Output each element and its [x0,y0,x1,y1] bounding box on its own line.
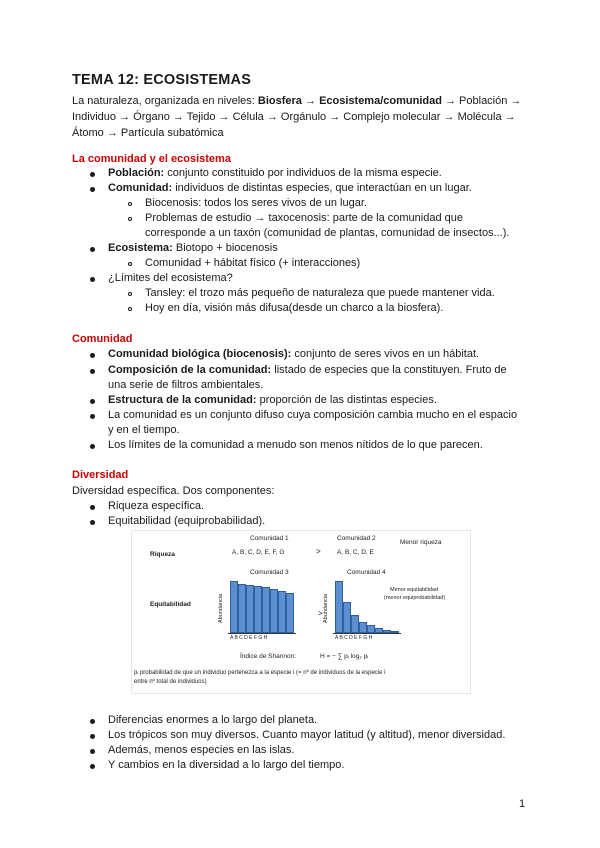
comunidad-3-bar [254,586,262,633]
sub-bullet-icon [128,307,132,311]
bullet-icon [90,277,95,282]
sub-list-item: Comunidad + hábitat físico (+ interacciones) [145,257,361,269]
comunidad-4-bar [359,622,367,633]
sub-bullet-icon [128,262,132,266]
list-item: Diferencias enormes a lo largo del planeta. [108,714,318,726]
list-item-cont: una serie de filtros ambientales. [108,379,264,391]
list-item: Estructura de la comunidad: proporción de las distintas especies. [108,394,437,406]
comunidad-3-bar [246,585,254,633]
bullet-icon [90,719,95,724]
intro-arrow: → [301,95,320,107]
bullet-icon [90,187,95,192]
sub-list-item: Problemas de estudio → taxocenosis: parte de la comunidad que [145,212,463,224]
comunidad-3-bar [238,584,246,633]
page-title: TEMA 12: ECOSISTEMAS [72,72,252,88]
intro-rest1: → Población → [441,95,522,107]
greater-than-sign: > [316,547,321,556]
section-heading-comunidad: Comunidad [72,333,133,345]
bullet-icon [90,520,95,525]
chart-3-axis-letters: A B C D E F G H [230,635,268,641]
intro-biosfera: Biosfera [257,95,302,107]
sub-bullet-icon [128,217,132,221]
shannon-label: Índice de Shannon: [240,653,297,660]
intro-prefix: La naturaleza, organizada en niveles: [72,95,258,107]
list-item: Y cambios en la diversidad a lo largo del tiempo. [108,759,345,771]
list-item: Riqueza específica. [108,500,204,512]
comunidad-3-bar [262,587,270,633]
bullet-icon [90,444,95,449]
pi-definition-line2: entre nº total de individuos) [134,679,207,685]
comunidad-1-species: A, B, C, D, E, F, G [232,549,285,556]
bullet-icon [90,749,95,754]
shannon-formula: H = − ∑ pᵢ log₂ pᵢ [320,653,369,660]
bullet-icon [90,247,95,252]
list-item: Comunidad: individuos de distintas especies, que interactúan en un lugar. [108,182,472,194]
intro-rest3: Átomo → Partícula subatómica [72,127,224,139]
sub-list-item: Tansley: el trozo más pequeño de naturaleza que puede mantener vida. [145,287,495,299]
sub-list-item: Biocenosis: todos los seres vivos de un lugar. [145,197,367,209]
sub-bullet-icon [128,292,132,296]
bullet-icon [90,505,95,510]
comunidad-4-bar [391,631,399,633]
comunidad-2-label: Comunidad 2 [337,535,376,542]
riqueza-label: Riqueza [150,551,175,558]
list-item: ¿Límites del ecosistema? [108,272,233,284]
sub-list-item: Hoy en día, visión más difusa(desde un charco a la biosfera). [145,302,444,314]
diversidad-intro: Diversidad específica. Dos componentes: [72,485,275,497]
pi-definition-line1: pᵢ probabilidad de que un individuo pertenezca a la especie i (= nº de individuos de la especie i [134,670,386,676]
comunidad-4-bar [367,625,375,633]
intro-paragraph [72,93,542,141]
bullet-icon [90,764,95,769]
comunidad-1-label: Comunidad 1 [250,535,289,542]
abundancia-axis-label-2: Abundancia [323,593,329,623]
comunidad-4-axis [333,633,401,634]
bullet-icon [90,414,95,419]
sub-bullet-icon [128,202,132,206]
list-item: Equitabilidad (equiprobabilidad). [108,515,266,527]
section-heading-diversidad: Diversidad [72,469,129,481]
comunidad-4-bar [375,628,383,633]
comunidad-3-bar [278,591,286,633]
bullet-icon [90,399,95,404]
abundancia-axis-label: Abundancia [218,593,224,623]
diversity-figure [131,530,471,694]
list-item: Además, menos especies en las islas. [108,744,295,756]
list-item: Ecosistema: Biotopo + biocenosis [108,242,278,254]
comunidad-2-species: A, B, C, D, E [337,549,374,556]
equitabilidad-label: Equitabilidad [150,601,191,608]
chart-4-axis-letters: A B C D E F G H [335,635,373,641]
comunidad-3-axis [228,633,296,634]
comunidad-4-bar [335,581,343,633]
menor-equiprobabilidad-label: (menor equiprobabilidad) [384,595,446,601]
menor-equitabilidad-label: Menor equitabilidad [390,587,439,593]
list-item: Composición de la comunidad: listado de especies que la constituyen. Fruto de [108,364,507,376]
comunidad-4-bar [351,615,359,633]
comunidad-3-bar [270,589,278,633]
menor-riqueza-label: Menor riqueza [400,539,442,546]
page-number: 1 [519,798,526,810]
bullet-icon [90,734,95,739]
bullet-icon [90,172,95,177]
list-item: Los trópicos son muy diversos. Cuanto mayor latitud (y altitud), menor diversidad. [108,729,506,741]
comunidad-4-label: Comunidad 4 [347,569,386,576]
section-heading-comunidad-ecosistema: La comunidad y el ecosistema [72,153,231,165]
comunidad-3-label: Comunidad 3 [250,569,289,576]
bullet-icon [90,369,95,374]
comunidad-4-bar [343,602,351,633]
list-item: Comunidad biológica (biocenosis): conjunto de seres vivos en un hábitat. [108,348,480,360]
bullet-icon [90,353,95,358]
intro-rest2: Individuo → Órgano → Tejido → Célula → Orgánulo → Complejo molecular → Molécula → [72,111,516,123]
comunidad-4-bar [383,630,391,633]
intro-ecosistema: Ecosistema/comunidad [319,95,442,107]
list-item: Población: conjunto constituido por individuos de la misma especie. [108,167,442,179]
list-item-cont: y en el tiempo. [108,424,180,436]
comunidad-3-bar [286,593,294,633]
greater-than-sign-2: > [318,609,323,618]
sub-list-item-cont: corresponde a un taxón (comunidad de plantas, comunidad de insectos...). [145,227,510,239]
list-item: La comunidad es un conjunto difuso cuya composición cambia mucho en el espacio [108,409,518,421]
list-item: Los límites de la comunidad a menudo son menos nítidos de lo que parecen. [108,439,483,451]
comunidad-3-bar [230,581,238,633]
